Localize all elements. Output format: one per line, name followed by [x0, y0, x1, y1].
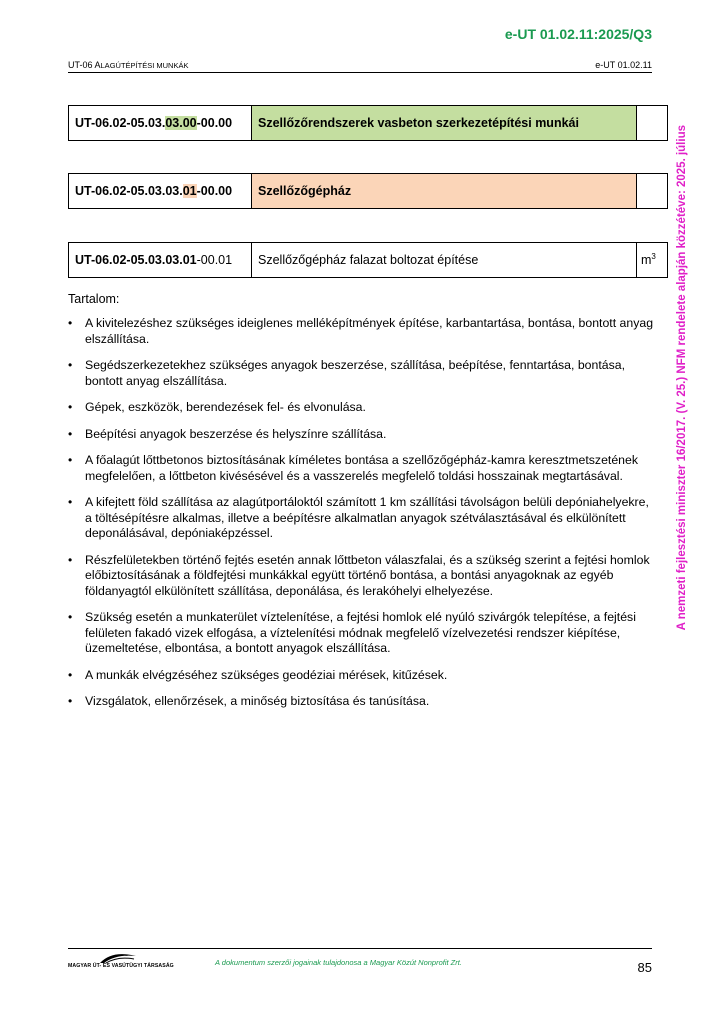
- chapter-title-prefix: UT-06 A: [68, 60, 101, 70]
- logo-text: MAGYAR ÚT- ÉS VASÚTÜGYI TÁRSASÁG: [68, 963, 174, 969]
- copyright-notice: A dokumentum szerzői jogainak tulajdonosa a Magyar Közút Nonprofit Zrt.: [215, 958, 462, 967]
- bullet-icon: •: [68, 552, 73, 567]
- item-unit: [637, 243, 668, 278]
- bullet-icon: •: [68, 426, 73, 441]
- item-title: Szellőzőgépház: [252, 174, 637, 209]
- item-code: [69, 243, 252, 278]
- bullet-icon: •: [68, 358, 73, 372]
- header-doc-id: e-UT 01.02.11: [595, 60, 652, 70]
- unit-exponent: 3: [651, 252, 656, 262]
- bullet-icon: •: [68, 316, 73, 330]
- bullet-icon: •: [68, 400, 73, 414]
- page-number: 85: [637, 960, 652, 975]
- list-item: [68, 358, 658, 389]
- bullet-icon: •: [68, 667, 73, 682]
- list-item: [68, 495, 658, 542]
- item-code: [69, 174, 252, 209]
- publication-side-note: [676, 98, 696, 630]
- table-row: [69, 106, 668, 141]
- code-suffix: -00.00: [196, 116, 233, 130]
- item-table-level-3: [68, 242, 668, 278]
- item-table-level-1: [68, 105, 668, 141]
- list-item-text: Szükség esetén a munkaterület víztelenítése, a fejtési homlok elé nyúló szivárgók telepítése, a fejtési felületen fakadó vizek elfogása, a víztelenítési módnak megfelelő vízelvezetési rendszer kiépítése, üzemeltetése, elbontása, a bontott anyagok elszállítása.: [85, 610, 636, 655]
- running-header: [68, 60, 652, 73]
- table-row: [69, 174, 668, 209]
- unit-base: m: [641, 253, 652, 268]
- list-item: [68, 610, 658, 657]
- list-item-text: A munkák elvégzéséhez szükséges geodéziai mérések, kitűzések.: [85, 667, 448, 682]
- list-item: [68, 316, 658, 347]
- list-item: [68, 553, 658, 600]
- list-item-text: Beépítési anyagok beszerzése és helyszínre szállítása.: [85, 426, 387, 441]
- item-code: [69, 106, 252, 141]
- list-item: [68, 453, 658, 484]
- code-prefix: UT-06.02-05.03.03.: [75, 184, 183, 198]
- footer-divider: [68, 948, 652, 949]
- chapter-title: [68, 60, 188, 70]
- society-logo: [68, 952, 174, 972]
- code-suffix: -00.00: [196, 184, 233, 198]
- code-prefix: UT-06.02-05.03.03.01: [75, 253, 197, 267]
- list-item-text: Gépek, eszközök, berendezések fel- és elvonulása.: [85, 400, 366, 414]
- code-highlight: 01: [182, 184, 197, 198]
- bullet-icon: •: [68, 453, 73, 467]
- bullet-icon: •: [68, 610, 73, 624]
- list-item-text: A főalagút lőttbetonos biztosításának kíméletes bontása a szellőzőgépház-kamra keresztmetszetének megfelelően, a lőttbeton kivésésével és a vasszerelés megfelelő toldási hosszainak megtartásával.: [85, 453, 638, 483]
- bullet-icon: •: [68, 694, 73, 708]
- code-prefix: UT-06.02-05.03.: [75, 116, 166, 130]
- item-title: Szellőzőgépház falazat boltozat építése: [252, 243, 637, 278]
- item-unit: [637, 174, 668, 209]
- code-highlight: 03.00: [165, 116, 197, 130]
- list-item: [68, 427, 658, 443]
- table-row: [69, 243, 668, 278]
- list-item-text: Segédszerkezetekhez szükséges anyagok beszerzése, szállítása, beépítése, fenntartása, bontása, bontott anyag elszállítása.: [85, 358, 626, 388]
- item-unit: [637, 106, 668, 141]
- list-item-text: A kifejtett föld szállítása az alagútportáloktól számított 1 km szállítási távolságon belüli depóniahelyekre, a töltésépítésre alkalmas, illetve a beépítésre alkalmatlan anyagok szétválasztásával és elkülönített deponálásával, depóniaképzéssel.: [85, 495, 649, 540]
- list-item: [68, 694, 658, 710]
- side-note-text: A nemzeti fejlesztési miniszter 16/2017. (V. 25.) NFM rendelete alapján közzétéve: 2025. július: [676, 124, 688, 630]
- chapter-title-smallcaps: LAGÚTÉPÍTÉSI MUNKÁK: [100, 61, 189, 70]
- list-item: [68, 400, 658, 416]
- content-label: Tartalom:: [68, 292, 120, 306]
- document-code: e-UT 01.02.11:2025/Q3: [504, 26, 652, 42]
- bullet-icon: •: [68, 495, 73, 509]
- item-title: Szellőzőrendszerek vasbeton szerkezetépítési munkái: [252, 106, 637, 141]
- item-table-level-2: [68, 173, 668, 209]
- list-item-text: A kivitelezéshez szükséges ideiglenes melléképítmények építése, karbantartása, bontása, bontott anyag elszállítása.: [85, 316, 654, 346]
- content-list: [68, 316, 658, 721]
- list-item-text: Részfelületekben történő fejtés esetén annak lőttbeton válaszfalai, és a szükség szerint a fejtési homlok előbiztosításának a földfejtési munkákkal együtt történő bontása, a bontási anyagoknak az egyéb földanyagtól elkülönített szállítása, deponálása, és lerakóhelyi elhelyezése.: [85, 552, 650, 598]
- code-suffix: -00.01: [196, 253, 233, 267]
- list-item: [68, 668, 658, 684]
- list-item-text: Vizsgálatok, ellenőrzések, a minőség biztosítása és tanúsítása.: [85, 694, 430, 708]
